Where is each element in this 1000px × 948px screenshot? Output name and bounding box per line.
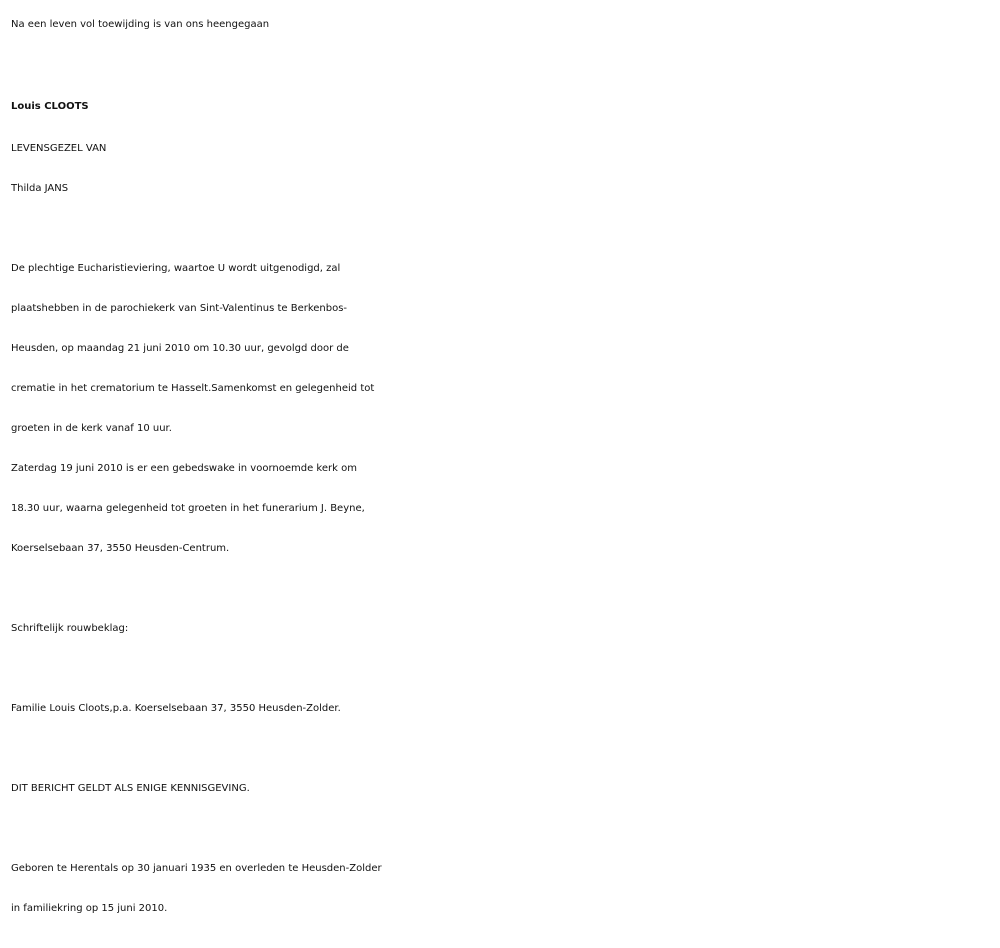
ceremony-line: De plechtige Eucharistieviering, waartoe U wordt uitgenodigd, zal [11,263,341,274]
relation-label: LEVENSGEZEL VAN [11,143,107,154]
official-notice: DIT BERICHT GELDT ALS ENIGE KENNISGEVING. [11,783,250,794]
partner-name: Thilda JANS [11,183,69,194]
condolence-label: Schriftelijk rouwbeklag: [11,623,129,634]
deceased-name: Louis CLOOTS [11,101,89,112]
birth-death-paragraph [11,849,996,929]
ceremony-paragraph [11,249,996,569]
ceremony-line: Koerselsebaan 37, 3550 Heusden-Centrum. [11,543,230,554]
ceremony-line: crematie in het crematorium te Hasselt.Samenkomst en gelegenheid tot [11,383,375,394]
condolence-address: Familie Louis Cloots,p.a. Koerselsebaan 37, 3550 Heusden-Zolder. [11,703,341,714]
ceremony-line: Heusden, op maandag 21 juni 2010 om 10.30 uur, gevolgd door de [11,343,349,354]
birth-death-line: Geboren te Herentals op 30 januari 1935 en overleden te Heusden-Zolder [11,863,382,874]
ceremony-line: groeten in de kerk vanaf 10 uur. [11,423,172,434]
obituary-notice [11,0,996,929]
birth-death-line: in familiekring op 15 juni 2010. [11,903,168,914]
ceremony-line: 18.30 uur, waarna gelegenheid tot groeten in het funerarium J. Beyne, [11,503,365,514]
ceremony-line: Zaterdag 19 juni 2010 is er een gebedswake in voornoemde kerk om [11,463,357,474]
ceremony-line: plaatshebben in de parochiekerk van Sint-Valentinus te Berkenbos- [11,303,348,314]
intro-text: Na een leven vol toewijding is van ons heengegaan [11,19,270,30]
